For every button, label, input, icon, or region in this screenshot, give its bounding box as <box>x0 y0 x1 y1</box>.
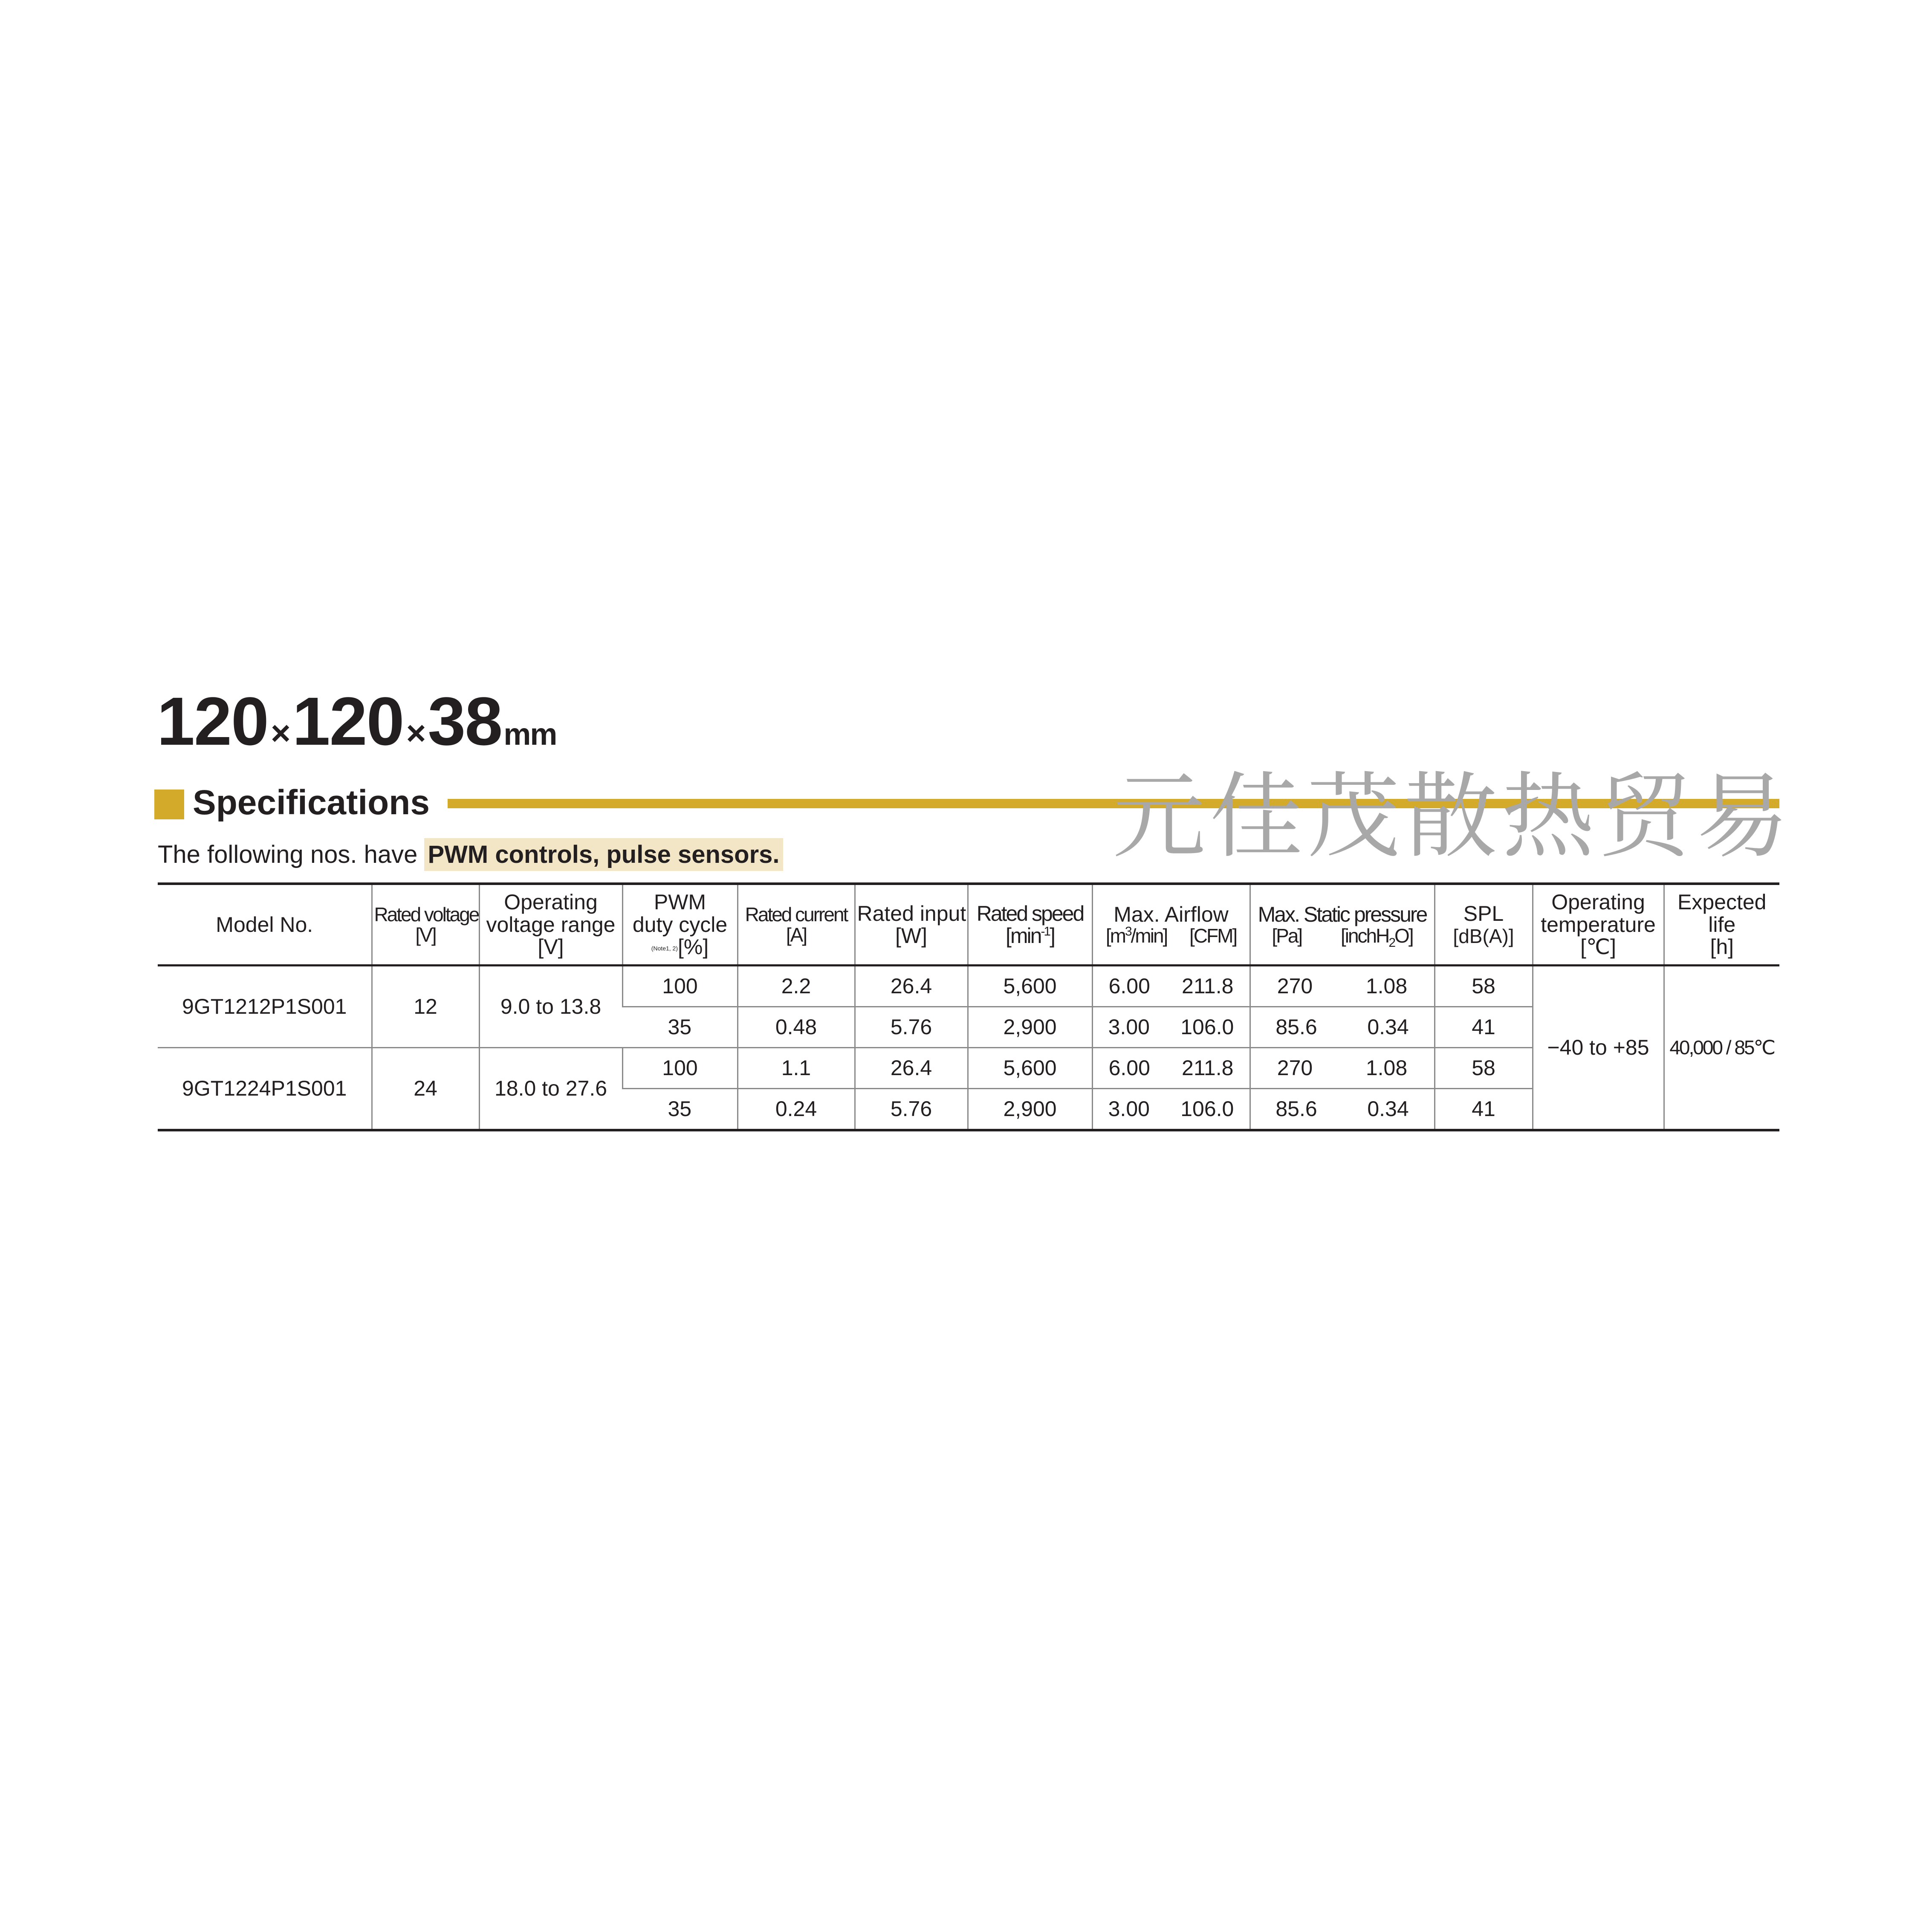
watermark: 元佳茂散热贸易 <box>1113 763 1793 871</box>
model-no-cell: 9GT1212P1S001 <box>182 995 347 1019</box>
rated-current-cell: 1.1 <box>738 1048 855 1089</box>
pressure-inch-value: 0.34 <box>1367 1097 1409 1121</box>
dimension-depth: 38 <box>428 683 502 759</box>
header-rated-speed: Rated speed $[\min^{-1}]$ <box>968 884 1092 966</box>
dimension-separator: × <box>270 714 290 752</box>
airflow-cfm-value: 106.0 <box>1180 1015 1234 1039</box>
pressure-pa-value: 270 <box>1277 1056 1313 1080</box>
airflow-m3-value: 6.00 <box>1108 974 1150 998</box>
pwm-cell: 100 <box>622 966 738 1007</box>
pwm-cell: 100 <box>622 1048 738 1089</box>
operating-voltage-cell: 18.0 to 27.6 <box>479 1048 622 1131</box>
expected-life-cell: 40,000 / 85℃ <box>1664 966 1779 1131</box>
rated-speed-cell: 5,600 <box>968 1048 1092 1089</box>
header-expected-life: Expected life [h] <box>1664 884 1779 966</box>
rated-input-cell: 26.4 <box>855 1048 968 1089</box>
airflow-cell <box>1092 966 1250 1007</box>
static-pressure-cell <box>1250 966 1435 1007</box>
airflow-cfm-value: 106.0 <box>1180 1097 1234 1121</box>
pressure-pa-value: 85.6 <box>1275 1015 1317 1039</box>
rated-current-cell: 0.24 <box>738 1089 855 1131</box>
spl-cell: 41 <box>1435 1089 1533 1131</box>
spl-cell: 58 <box>1435 966 1533 1007</box>
section-title: Specifications <box>193 783 430 822</box>
airflow-m3-value: 6.00 <box>1108 1056 1150 1080</box>
pwm-note <box>158 842 783 867</box>
spl-cell: 41 <box>1435 1007 1533 1048</box>
pwm-cell: 35 <box>622 1089 738 1131</box>
rated-current-cell: 0.48 <box>738 1007 855 1048</box>
header-operating-temperature: Operating temperature [℃] <box>1533 884 1664 966</box>
rated-input-cell: 5.76 <box>855 1089 968 1131</box>
pressure-inch-value: 0.34 <box>1367 1015 1409 1039</box>
note-ref: (Note1, 2) <box>651 945 678 952</box>
header-airflow-cfm: [CFM] <box>1189 925 1237 947</box>
rated-speed-cell: 2,900 <box>968 1089 1092 1131</box>
airflow-m3-value: 3.00 <box>1108 1015 1150 1039</box>
header-rated-voltage: Rated voltage [V] <box>372 884 479 966</box>
page-title <box>157 683 557 759</box>
airflow-cfm-value: 211.8 <box>1182 974 1234 998</box>
dimension-unit: mm <box>503 717 557 752</box>
note-prefix: The following nos. have <box>158 841 425 868</box>
header-pressure-inch: [inchH$_2$O] <box>1340 925 1413 950</box>
header-pwm-duty-cycle: PWM duty cycle (Note1, 2)[%] <box>622 884 738 966</box>
static-pressure-cell <box>1250 1089 1435 1131</box>
airflow-cfm-value: 211.8 <box>1182 1056 1234 1080</box>
pressure-inch-value: 1.08 <box>1365 1056 1408 1080</box>
spl-cell: 58 <box>1435 1048 1533 1089</box>
pressure-pa-value: 85.6 <box>1275 1097 1317 1121</box>
airflow-cell <box>1092 1007 1250 1048</box>
specifications-table <box>158 882 1779 1131</box>
rated-voltage-cell: 12 <box>372 966 479 1048</box>
airflow-m3-value: 3.00 <box>1108 1097 1150 1121</box>
model-no-cell: 9GT1224P1S001 <box>158 1048 372 1131</box>
table-header-row <box>158 884 1779 966</box>
dimension-height: 120 <box>292 683 404 759</box>
header-airflow-m3: $[m^3/\min]$ <box>1105 924 1167 947</box>
header-rated-input: Rated input [W] <box>855 884 968 966</box>
header-max-static-pressure: Max. Static pressure [Pa] [inchH$_2$O] <box>1250 884 1435 966</box>
operating-temperature-cell: −40 to +85 <box>1533 966 1664 1131</box>
rated-input-cell: 26.4 <box>855 966 968 1007</box>
static-pressure-cell <box>1250 1048 1435 1089</box>
rated-speed-cell: 5,600 <box>968 966 1092 1007</box>
header-model-no: Model No. <box>216 912 313 937</box>
note-highlight: PWM controls, pulse sensors. <box>424 838 783 871</box>
pressure-pa-value: 270 <box>1277 974 1313 998</box>
dimension-separator: × <box>406 714 425 752</box>
rated-speed-cell: 2,900 <box>968 1007 1092 1048</box>
static-pressure-cell <box>1250 1007 1435 1048</box>
header-spl: SPL [dB(A)] <box>1435 884 1533 966</box>
pressure-inch-value: 1.08 <box>1365 974 1408 998</box>
pwm-cell: 35 <box>622 1007 738 1048</box>
header-max-airflow: Max. Airflow $[m^3/\min]$ [CFM] <box>1092 884 1250 966</box>
header-rated-current: Rated current [A] <box>738 884 855 966</box>
table-row <box>158 966 1779 1007</box>
operating-voltage-cell: 9.0 to 13.8 <box>479 966 622 1048</box>
rated-current-cell: 2.2 <box>738 966 855 1007</box>
section-marker-icon <box>154 790 184 819</box>
airflow-cell <box>1092 1089 1250 1131</box>
header-pressure-pa: [Pa] <box>1272 925 1302 947</box>
header-operating-voltage-range: Operating voltage range [V] <box>479 884 622 966</box>
rated-input-cell: 5.76 <box>855 1007 968 1048</box>
rated-voltage-cell: 24 <box>372 1048 479 1131</box>
airflow-cell <box>1092 1048 1250 1089</box>
dimension-width: 120 <box>157 683 268 759</box>
